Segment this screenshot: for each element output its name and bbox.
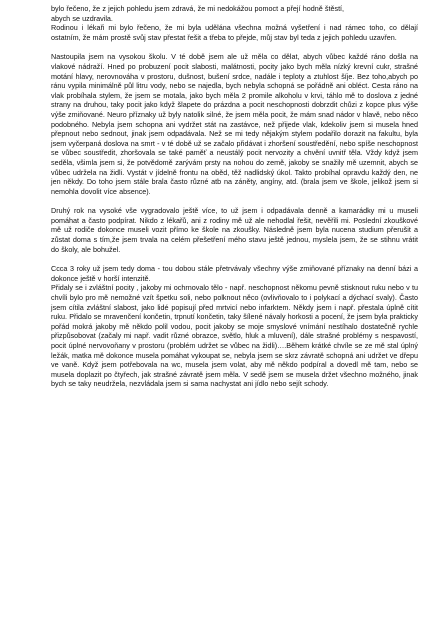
paragraph-gap [51, 196, 418, 206]
paragraph-1: bylo řečeno, že z jejich pohledu jsem zdravá, že mi nedokážou pomoct a přejí hodně štěstí, abych se uzdravila. Rodinou i lékaři mi bylo řečeno, že mi byla udělána všechna možná vyšetření i nad rámec toho, co dělají ostatním, že mám prostě svůj stav přestat řešit a třeba to přejde, můj stav byl teda z jejich pohledu uzavřen. [51, 4, 418, 42]
paragraph-3: Druhý rok na vysoké vše vygradovalo ještě více, to už jsem i odpadávala denně a kamarádky mi u museli pomáhat a často podpírat. Nikdo z lékařů, ani z rodiny mě už ale nehodlal řešit, nevěřili mi. Poslední zkouškové mě už rodiče dokonce museli vozit přímo ke škole na zkoušky. Následně jsem byla nucena studium přerušit a zůstat doma s tím,že jsem trvala na celém přešetření mého stavu ještě jednou, myslela jsem, že se stihnu vrátit do školy, ale bohužel. [51, 206, 418, 254]
paragraph-gap [51, 254, 418, 264]
paragraph-4: Ccca 3 roky už jsem tedy doma - tou dobou stále přetrvávaly všechny výše zmiňované příznaky na denní bázi a dokonce ještě v horší intenzitě. Přidaly se i zvláštní pocity , jakoby mi ochrnovalo tělo - např. neschopnost někomu pevně stisknout ruku nebo v tu chvíli bylo pro mě nemožné vzít špetku soli, nebo polknout něco (ovlivňovalo to i polykací a dýchací svaly). Často jsem cítila zvláštní slabost, jako lidé popisují před mrtvicí nebo infarktem. Někdy jsem i např. přestala úplně cítit ruku. Přidalo se mravenčení končetin, trpnutí končetin, taky šílené návaly horkosti a pocení, že jsem byla prakticky pořád mokrá jakoby mě někdo polil vodou, pocit jakoby se moje smyslové vnímání nestíhalo dostatečně rychle přizpůsobovat (začaly mi např. vadit různé obrazce, světlo, hluk a mluvení), dále strašné problémy s nespavostí, pocit úplné nervovoňany v prostoru (problém udržet se vůbec na židli)….Během krátké chvíle se ze mě stal úplný ležák, matka mě dokonce musela pomáhat vykoupat se, nebyla jsem se skrz závratě schopná ani udržet ve dřepu ve vaně. Když jsem potřebovala na wc, musela jsem volat, aby mě někdo podpíral a dovedl mě tam, nebo se musela doplazit po čtyřech, jak strašné závratě jsem měla. V sedě jsem se musela držet všechno možného, jinak bych se taky neudržela, nezvládala jsem si sama nachystat ani jídlo nebo sejít schody. [51, 264, 418, 389]
paragraph-gap [51, 42, 418, 52]
paragraph-2: Nastoupila jsem na vysokou školu. V té době jsem ale už měla co dělat, abych vůbec každé ráno došla na vlakové nádraží. Hned po probuzení pocit slabosti, malátnosti, pocity jako bych měla nízký krevní cukr, strašné motání hlavy, nerovnováha v prostoru, dušnost, bušení srdce, nadále i teploty a ztuhlost šíje. Bez toho,abych po ránu vypila minimálně půl litru vody, nebo se najedla, bych nebyla schopná se pořádně ani obléct. Cesta ráno na vlak probíhala stylem, že jsem se motala, jako bych měla 2 promile alkoholu v krvi, táhlo mě to doslova z jedné strany na druhou, taky pocit jako když šlapete do prázdna a pocit neschopnosti dobrzdit chůzi z kopce plus výše výše zmiňované. Neuro příznaky už byly natolik silné, že jsem měla pocit, že mám snad nádor v hlavě, nebo něco podobného. Nebyla jsem schopna ani vydržet stát na zastávce, než přijede vlak, kdekoliv jsem si musela hned přepnout nebo sednout, jinak jsem odpadávala. Než se mi tedy nějakým stylem podařilo dorazit na fakultu, byla jsem vyčerpaná doslova na smrt - v té době už se začalo přidávat i zhoršení soustředění, nebo spíše neschopnost se vůbec soustředit, zhoršovala se také paměť a neustálý pocit nervozity a chvění uvnitř těla. Vždy když jsem seděla, všimla jsem si, že potvědomě zarývám prsty na nohou do země, jakoby se snažily mě uzemnit, abych se vůbec udržela na židli. Vystát v jídelně frontu na oběd, těž nadlidský úkol. Takto probíhal opravdu každý den, ne jen někdy. Do toho jsem stále brala často různé atb na záněty, angíny, atd. (brala jsem ve škole, jelikož jsem si nemohla dovolit více absence). [51, 52, 418, 196]
